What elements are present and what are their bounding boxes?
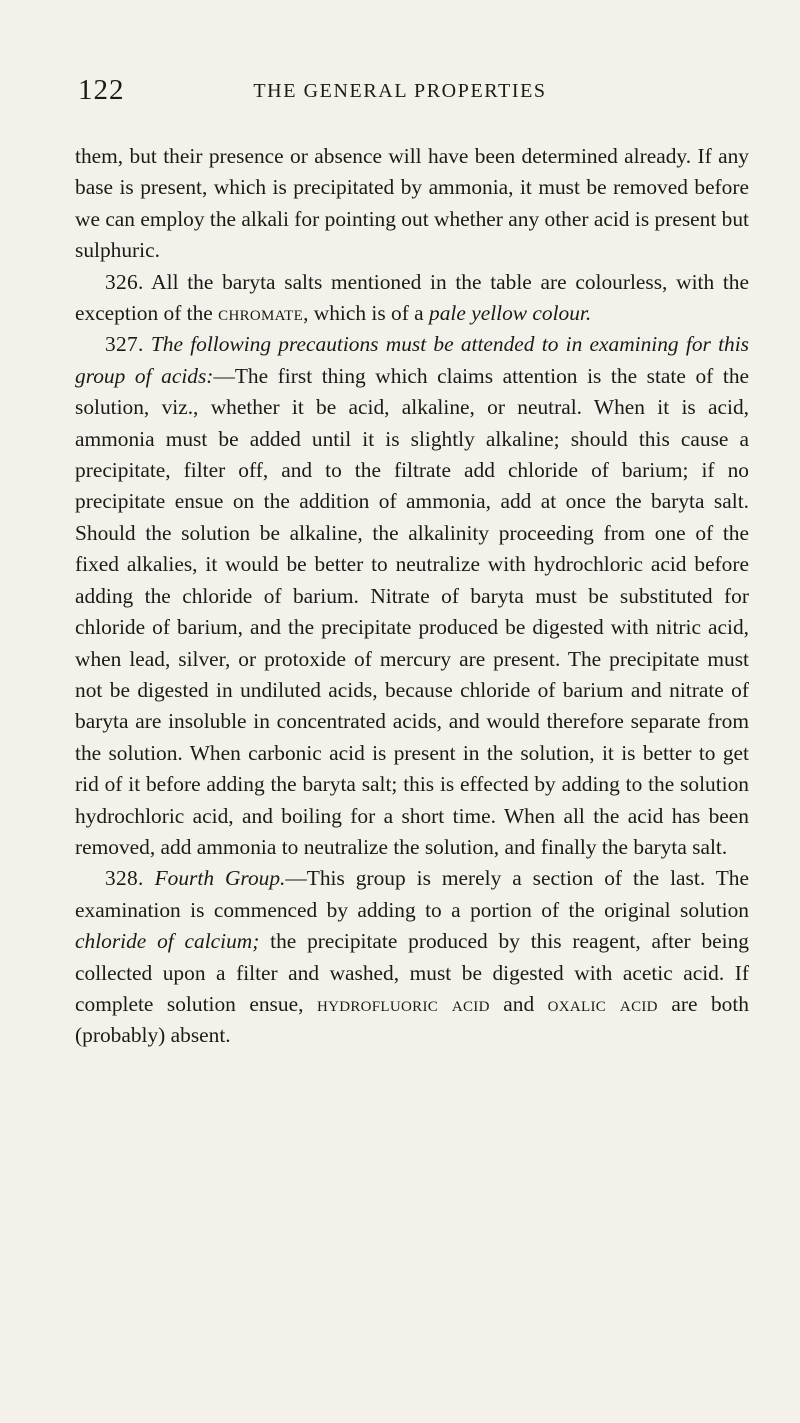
- paragraph-text: All the baryta salts mentioned in the table are colourless, with the exception of the: [75, 269, 749, 326]
- paragraph-number: 328.: [105, 866, 144, 891]
- small-caps-term: chromate: [218, 301, 304, 326]
- small-caps-term: oxalic acid: [547, 991, 658, 1016]
- body-text: [75, 141, 749, 1052]
- running-head: THE GENERAL PROPERTIES: [253, 80, 547, 102]
- italic-phrase: pale yellow colour.: [429, 301, 592, 326]
- italic-heading: Fourth Group.: [143, 866, 286, 891]
- paragraph-328: [75, 863, 749, 1051]
- small-caps-term: hydrofluoric acid: [316, 991, 490, 1016]
- paragraph-text: and: [489, 991, 548, 1016]
- paragraph-text: , which is of a: [303, 301, 430, 326]
- paragraph-327: [75, 329, 749, 863]
- paragraph-number: 327.: [105, 332, 144, 357]
- italic-phrase: chloride of calcium;: [75, 929, 260, 954]
- paragraph-text: are both (probably) absent.: [75, 991, 749, 1048]
- paragraph-text: the precipitate produced by this reagent, after being collected upon a filter and washed, must be digested with acetic acid. If complete solution ensue,: [75, 929, 749, 1016]
- paragraph-326: [75, 267, 749, 330]
- italic-heading: The following precautions must be attended to in examining for this group of acids:: [75, 332, 749, 388]
- paragraph-continuation: them, but their presence or absence will have been determined already. If any base is present, which is precipitated by ammonia, it must be removed before we can employ the alkali for pointing out whether any other acid is present but sulphuric.: [75, 144, 749, 263]
- paragraph-number: 326.: [105, 269, 144, 294]
- page-header: [0, 74, 800, 114]
- paragraph-text: —This group is merely a section of the last. The examination is commenced by adding to a portion of the original solution: [75, 866, 749, 922]
- page-number: 122: [78, 74, 125, 106]
- paragraph-text: —The first thing which claims attention is the state of the solution, viz., whether it be acid, alkaline, or neutral. When it is acid, ammonia must be added until it is slightly alkaline; should this cause a precipitate, filter off, and to the filtrate add chloride of barium; if no precipitate ensue on the addition of ammonia, add at once the baryta salt. Should the solution be alkaline, the alkalinity proceeding from one of the fixed alkalies, it would be better to neutralize with hydrochloric acid before adding the chloride of barium. Nitrate of baryta must be substituted for chloride of barium, and the precipitate produced be digested with nitric acid, when lead, silver, or protoxide of mercury are present. The precipitate must not be digested in undiluted acids, because chloride of barium and nitrate of baryta are insoluble in concentrated acids, and would therefore separate from the solution. When carbonic acid is present in the solution, it is better to get rid of it before adding the baryta salt; this is effected by adding to the solution hydrochloric acid, and boiling for a short time. When all the acid has been removed, add ammonia to neutralize the solution, and finally the baryta salt.: [75, 363, 750, 859]
